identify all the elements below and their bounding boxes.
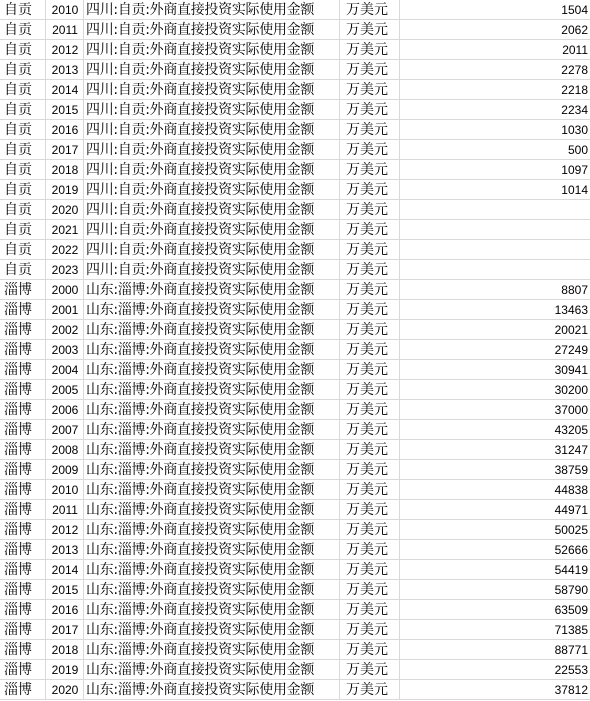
table-row — [0, 400, 590, 420]
table-row — [0, 560, 590, 580]
table-row — [0, 220, 590, 240]
indicator-cell[interactable]: 四川:自贡:外商直接投资实际使用金额 — [84, 120, 340, 140]
table-row — [0, 660, 590, 680]
year-cell[interactable]: 2004 — [46, 360, 84, 380]
value-cell[interactable]: 43205 — [554, 423, 588, 437]
value-cell[interactable]: 30200 — [554, 383, 588, 397]
year-cell[interactable]: 2011 — [46, 500, 84, 520]
city-cell[interactable]: 淄博 — [0, 400, 46, 420]
city-cell[interactable]: 淄博 — [0, 620, 46, 640]
table-row — [0, 20, 590, 40]
indicator-cell[interactable]: 山东:淄博:外商直接投资实际使用金额 — [84, 500, 340, 520]
unit-cell[interactable]: 万美元 — [340, 120, 400, 140]
year-cell[interactable]: 2013 — [46, 60, 84, 80]
unit-cell[interactable]: 万美元 — [340, 520, 400, 540]
value-cell[interactable]: 500 — [567, 143, 588, 157]
city-cell[interactable]: 淄博 — [0, 380, 46, 400]
value-cell[interactable]: 22553 — [554, 663, 588, 677]
city-cell[interactable]: 淄博 — [0, 560, 46, 580]
indicator-cell[interactable]: 四川:自贡:外商直接投资实际使用金额 — [84, 160, 340, 180]
unit-cell[interactable]: 万美元 — [340, 440, 400, 460]
indicator-cell[interactable]: 山东:淄博:外商直接投资实际使用金额 — [84, 320, 340, 340]
year-cell[interactable]: 2001 — [46, 300, 84, 320]
unit-cell[interactable]: 万美元 — [340, 480, 400, 500]
unit-cell[interactable]: 万美元 — [340, 360, 400, 380]
value-cell[interactable]: 50025 — [554, 523, 588, 537]
value-cell[interactable]: 37812 — [554, 683, 588, 697]
city-cell[interactable]: 淄博 — [0, 300, 46, 320]
indicator-cell[interactable]: 山东:淄博:外商直接投资实际使用金额 — [84, 680, 340, 700]
unit-cell[interactable]: 万美元 — [340, 20, 400, 40]
table-row — [0, 540, 590, 560]
value-cell[interactable]: 27249 — [554, 343, 588, 357]
year-cell[interactable]: 2017 — [46, 620, 84, 640]
indicator-cell[interactable]: 四川:自贡:外商直接投资实际使用金额 — [84, 240, 340, 260]
value-cell[interactable]: 2278 — [561, 63, 588, 77]
value-cell[interactable]: 63509 — [554, 603, 588, 617]
table-row — [0, 480, 590, 500]
indicator-cell[interactable]: 四川:自贡:外商直接投资实际使用金额 — [84, 40, 340, 60]
year-cell[interactable]: 2016 — [46, 120, 84, 140]
unit-cell[interactable]: 万美元 — [340, 500, 400, 520]
year-cell[interactable]: 2020 — [46, 680, 84, 700]
city-cell[interactable]: 淄博 — [0, 360, 46, 380]
city-cell[interactable]: 自贡 — [0, 120, 46, 140]
city-cell[interactable]: 自贡 — [0, 20, 46, 40]
table-row — [0, 600, 590, 620]
year-cell[interactable]: 2013 — [46, 540, 84, 560]
indicator-cell[interactable]: 四川:自贡:外商直接投资实际使用金额 — [84, 80, 340, 100]
value-cell[interactable]: 2234 — [561, 103, 588, 117]
indicator-cell[interactable]: 山东:淄博:外商直接投资实际使用金额 — [84, 440, 340, 460]
year-cell[interactable]: 2012 — [46, 40, 84, 60]
table-row — [0, 300, 590, 320]
year-cell[interactable]: 2010 — [46, 0, 84, 20]
city-cell[interactable]: 淄博 — [0, 440, 46, 460]
city-cell[interactable]: 淄博 — [0, 420, 46, 440]
table-row — [0, 460, 590, 480]
year-cell[interactable]: 2020 — [46, 200, 84, 220]
indicator-cell[interactable]: 山东:淄博:外商直接投资实际使用金额 — [84, 540, 340, 560]
value-cell[interactable]: 30941 — [554, 363, 588, 377]
city-cell[interactable]: 自贡 — [0, 220, 46, 240]
value-cell[interactable]: 44971 — [554, 503, 588, 517]
city-cell[interactable]: 自贡 — [0, 260, 46, 280]
city-cell[interactable]: 自贡 — [0, 180, 46, 200]
unit-cell[interactable]: 万美元 — [340, 320, 400, 340]
table-row — [0, 440, 590, 460]
indicator-cell[interactable]: 山东:淄博:外商直接投资实际使用金额 — [84, 300, 340, 320]
year-cell[interactable]: 2011 — [46, 20, 84, 40]
unit-cell[interactable]: 万美元 — [340, 80, 400, 100]
value-cell[interactable]: 2062 — [561, 23, 588, 37]
city-cell[interactable]: 淄博 — [0, 480, 46, 500]
indicator-cell[interactable]: 山东:淄博:外商直接投资实际使用金额 — [84, 340, 340, 360]
city-cell[interactable]: 淄博 — [0, 500, 46, 520]
indicator-cell[interactable]: 四川:自贡:外商直接投资实际使用金额 — [84, 0, 340, 20]
table-row — [0, 380, 590, 400]
indicator-cell[interactable]: 山东:淄博:外商直接投资实际使用金额 — [84, 280, 340, 300]
year-cell[interactable]: 2003 — [46, 340, 84, 360]
city-cell[interactable]: 淄博 — [0, 640, 46, 660]
table-row — [0, 0, 590, 20]
unit-cell[interactable]: 万美元 — [340, 600, 400, 620]
unit-cell[interactable]: 万美元 — [340, 300, 400, 320]
value-cell[interactable] — [400, 260, 590, 280]
year-cell[interactable]: 2016 — [46, 600, 84, 620]
indicator-cell[interactable]: 山东:淄博:外商直接投资实际使用金额 — [84, 600, 340, 620]
year-cell[interactable]: 2015 — [46, 100, 84, 120]
year-cell[interactable]: 2018 — [46, 640, 84, 660]
unit-cell[interactable]: 万美元 — [340, 260, 400, 280]
table-row — [0, 500, 590, 520]
table-row — [0, 200, 590, 220]
year-cell[interactable]: 2021 — [46, 220, 84, 240]
value-cell[interactable]: 2011 — [562, 43, 588, 57]
value-cell[interactable]: 52666 — [554, 543, 588, 557]
year-cell[interactable]: 2023 — [46, 260, 84, 280]
city-cell[interactable]: 淄博 — [0, 680, 46, 700]
table-row — [0, 80, 590, 100]
unit-cell[interactable]: 万美元 — [340, 460, 400, 480]
city-cell[interactable]: 自贡 — [0, 160, 46, 180]
year-cell[interactable]: 2000 — [46, 280, 84, 300]
year-cell[interactable]: 2015 — [46, 580, 84, 600]
city-cell[interactable]: 淄博 — [0, 460, 46, 480]
indicator-cell[interactable]: 山东:淄博:外商直接投资实际使用金额 — [84, 520, 340, 540]
year-cell[interactable]: 2006 — [46, 400, 84, 420]
indicator-cell[interactable]: 四川:自贡:外商直接投资实际使用金额 — [84, 100, 340, 120]
unit-cell[interactable]: 万美元 — [340, 680, 400, 700]
table-row — [0, 620, 590, 640]
city-cell[interactable]: 淄博 — [0, 320, 46, 340]
value-cell[interactable]: 54419 — [554, 563, 588, 577]
indicator-cell[interactable]: 四川:自贡:外商直接投资实际使用金额 — [84, 180, 340, 200]
indicator-cell[interactable]: 山东:淄博:外商直接投资实际使用金额 — [84, 400, 340, 420]
unit-cell[interactable]: 万美元 — [340, 0, 400, 20]
city-cell[interactable]: 自贡 — [0, 200, 46, 220]
table-row — [0, 520, 590, 540]
city-cell[interactable]: 淄博 — [0, 580, 46, 600]
indicator-cell[interactable]: 山东:淄博:外商直接投资实际使用金额 — [84, 640, 340, 660]
value-cell[interactable]: 38759 — [554, 463, 588, 477]
year-cell[interactable]: 2014 — [46, 560, 84, 580]
unit-cell[interactable]: 万美元 — [340, 340, 400, 360]
indicator-cell[interactable]: 四川:自贡:外商直接投资实际使用金额 — [84, 260, 340, 280]
value-cell[interactable]: 71385 — [554, 623, 588, 637]
value-cell[interactable]: 1014 — [561, 183, 588, 197]
table-row — [0, 640, 590, 660]
indicator-cell[interactable]: 山东:淄博:外商直接投资实际使用金额 — [84, 460, 340, 480]
table-row — [0, 360, 590, 380]
unit-cell[interactable]: 万美元 — [340, 40, 400, 60]
table-row — [0, 320, 590, 340]
value-cell[interactable]: 1504 — [561, 3, 588, 17]
unit-cell[interactable]: 万美元 — [340, 60, 400, 80]
unit-cell[interactable]: 万美元 — [340, 180, 400, 200]
unit-cell[interactable]: 万美元 — [340, 380, 400, 400]
city-cell[interactable]: 淄博 — [0, 540, 46, 560]
unit-cell[interactable]: 万美元 — [340, 400, 400, 420]
value-cell[interactable] — [400, 240, 590, 260]
unit-cell[interactable]: 万美元 — [340, 200, 400, 220]
year-cell[interactable]: 2014 — [46, 80, 84, 100]
value-cell[interactable]: 1030 — [561, 123, 588, 137]
year-cell[interactable]: 2002 — [46, 320, 84, 340]
indicator-cell[interactable]: 山东:淄博:外商直接投资实际使用金额 — [84, 420, 340, 440]
city-cell[interactable]: 自贡 — [0, 240, 46, 260]
value-cell[interactable]: 2218 — [561, 83, 588, 97]
unit-cell[interactable]: 万美元 — [340, 240, 400, 260]
city-cell[interactable]: 自贡 — [0, 0, 46, 20]
unit-cell[interactable]: 万美元 — [340, 220, 400, 240]
year-cell[interactable]: 2022 — [46, 240, 84, 260]
table-row — [0, 40, 590, 60]
table-row — [0, 160, 590, 180]
year-cell[interactable]: 2005 — [46, 380, 84, 400]
indicator-cell[interactable]: 四川:自贡:外商直接投资实际使用金额 — [84, 140, 340, 160]
unit-cell[interactable]: 万美元 — [340, 540, 400, 560]
city-cell[interactable]: 自贡 — [0, 100, 46, 120]
value-cell[interactable]: 20021 — [554, 323, 588, 337]
table-row — [0, 260, 590, 280]
table-row — [0, 420, 590, 440]
value-cell[interactable]: 1097 — [561, 163, 588, 177]
indicator-cell[interactable]: 四川:自贡:外商直接投资实际使用金额 — [84, 20, 340, 40]
value-cell[interactable]: 44838 — [554, 483, 588, 497]
indicator-cell[interactable]: 山东:淄博:外商直接投资实际使用金额 — [84, 480, 340, 500]
unit-cell[interactable]: 万美元 — [340, 580, 400, 600]
city-cell[interactable]: 淄博 — [0, 520, 46, 540]
value-cell[interactable]: 37000 — [554, 403, 588, 417]
city-cell[interactable]: 自贡 — [0, 140, 46, 160]
table-row — [0, 60, 590, 80]
value-cell[interactable]: 31247 — [554, 443, 588, 457]
table-row — [0, 280, 590, 300]
value-cell[interactable] — [400, 200, 590, 220]
indicator-cell[interactable]: 山东:淄博:外商直接投资实际使用金额 — [84, 660, 340, 680]
unit-cell[interactable]: 万美元 — [340, 280, 400, 300]
city-cell[interactable]: 自贡 — [0, 40, 46, 60]
indicator-cell[interactable]: 山东:淄博:外商直接投资实际使用金额 — [84, 560, 340, 580]
city-cell[interactable]: 淄博 — [0, 340, 46, 360]
table-row — [0, 240, 590, 260]
table-row — [0, 680, 590, 700]
unit-cell[interactable]: 万美元 — [340, 660, 400, 680]
table-row — [0, 140, 590, 160]
table-row — [0, 180, 590, 200]
unit-cell[interactable]: 万美元 — [340, 560, 400, 580]
year-cell[interactable]: 2008 — [46, 440, 84, 460]
year-cell[interactable]: 2017 — [46, 140, 84, 160]
table-row — [0, 580, 590, 600]
value-cell[interactable]: 13463 — [554, 303, 588, 317]
city-cell[interactable]: 淄博 — [0, 660, 46, 680]
value-cell[interactable]: 88771 — [554, 643, 588, 657]
unit-cell[interactable]: 万美元 — [340, 620, 400, 640]
city-cell[interactable]: 自贡 — [0, 80, 46, 100]
year-cell[interactable]: 2019 — [46, 660, 84, 680]
table-row — [0, 340, 590, 360]
value-cell[interactable]: 8807 — [561, 283, 588, 297]
value-cell[interactable] — [400, 220, 590, 240]
year-cell[interactable]: 2012 — [46, 520, 84, 540]
year-cell[interactable]: 2019 — [46, 180, 84, 200]
indicator-cell[interactable]: 山东:淄博:外商直接投资实际使用金额 — [84, 620, 340, 640]
year-cell[interactable]: 2009 — [46, 460, 84, 480]
city-cell[interactable]: 淄博 — [0, 280, 46, 300]
indicator-cell[interactable]: 四川:自贡:外商直接投资实际使用金额 — [84, 220, 340, 240]
unit-cell[interactable]: 万美元 — [340, 140, 400, 160]
table-row — [0, 120, 590, 140]
unit-cell[interactable]: 万美元 — [340, 420, 400, 440]
city-cell[interactable]: 自贡 — [0, 60, 46, 80]
indicator-cell[interactable]: 四川:自贡:外商直接投资实际使用金额 — [84, 60, 340, 80]
city-cell[interactable]: 淄博 — [0, 600, 46, 620]
unit-cell[interactable]: 万美元 — [340, 640, 400, 660]
year-cell[interactable]: 2007 — [46, 420, 84, 440]
indicator-cell[interactable]: 山东:淄博:外商直接投资实际使用金额 — [84, 360, 340, 380]
indicator-cell[interactable]: 山东:淄博:外商直接投资实际使用金额 — [84, 580, 340, 600]
table-row — [0, 100, 590, 120]
indicator-cell[interactable]: 四川:自贡:外商直接投资实际使用金额 — [84, 200, 340, 220]
year-cell[interactable]: 2018 — [46, 160, 84, 180]
year-cell[interactable]: 2010 — [46, 480, 84, 500]
indicator-cell[interactable]: 山东:淄博:外商直接投资实际使用金额 — [84, 380, 340, 400]
unit-cell[interactable]: 万美元 — [340, 160, 400, 180]
unit-cell[interactable]: 万美元 — [340, 100, 400, 120]
value-cell[interactable]: 58790 — [554, 583, 588, 597]
